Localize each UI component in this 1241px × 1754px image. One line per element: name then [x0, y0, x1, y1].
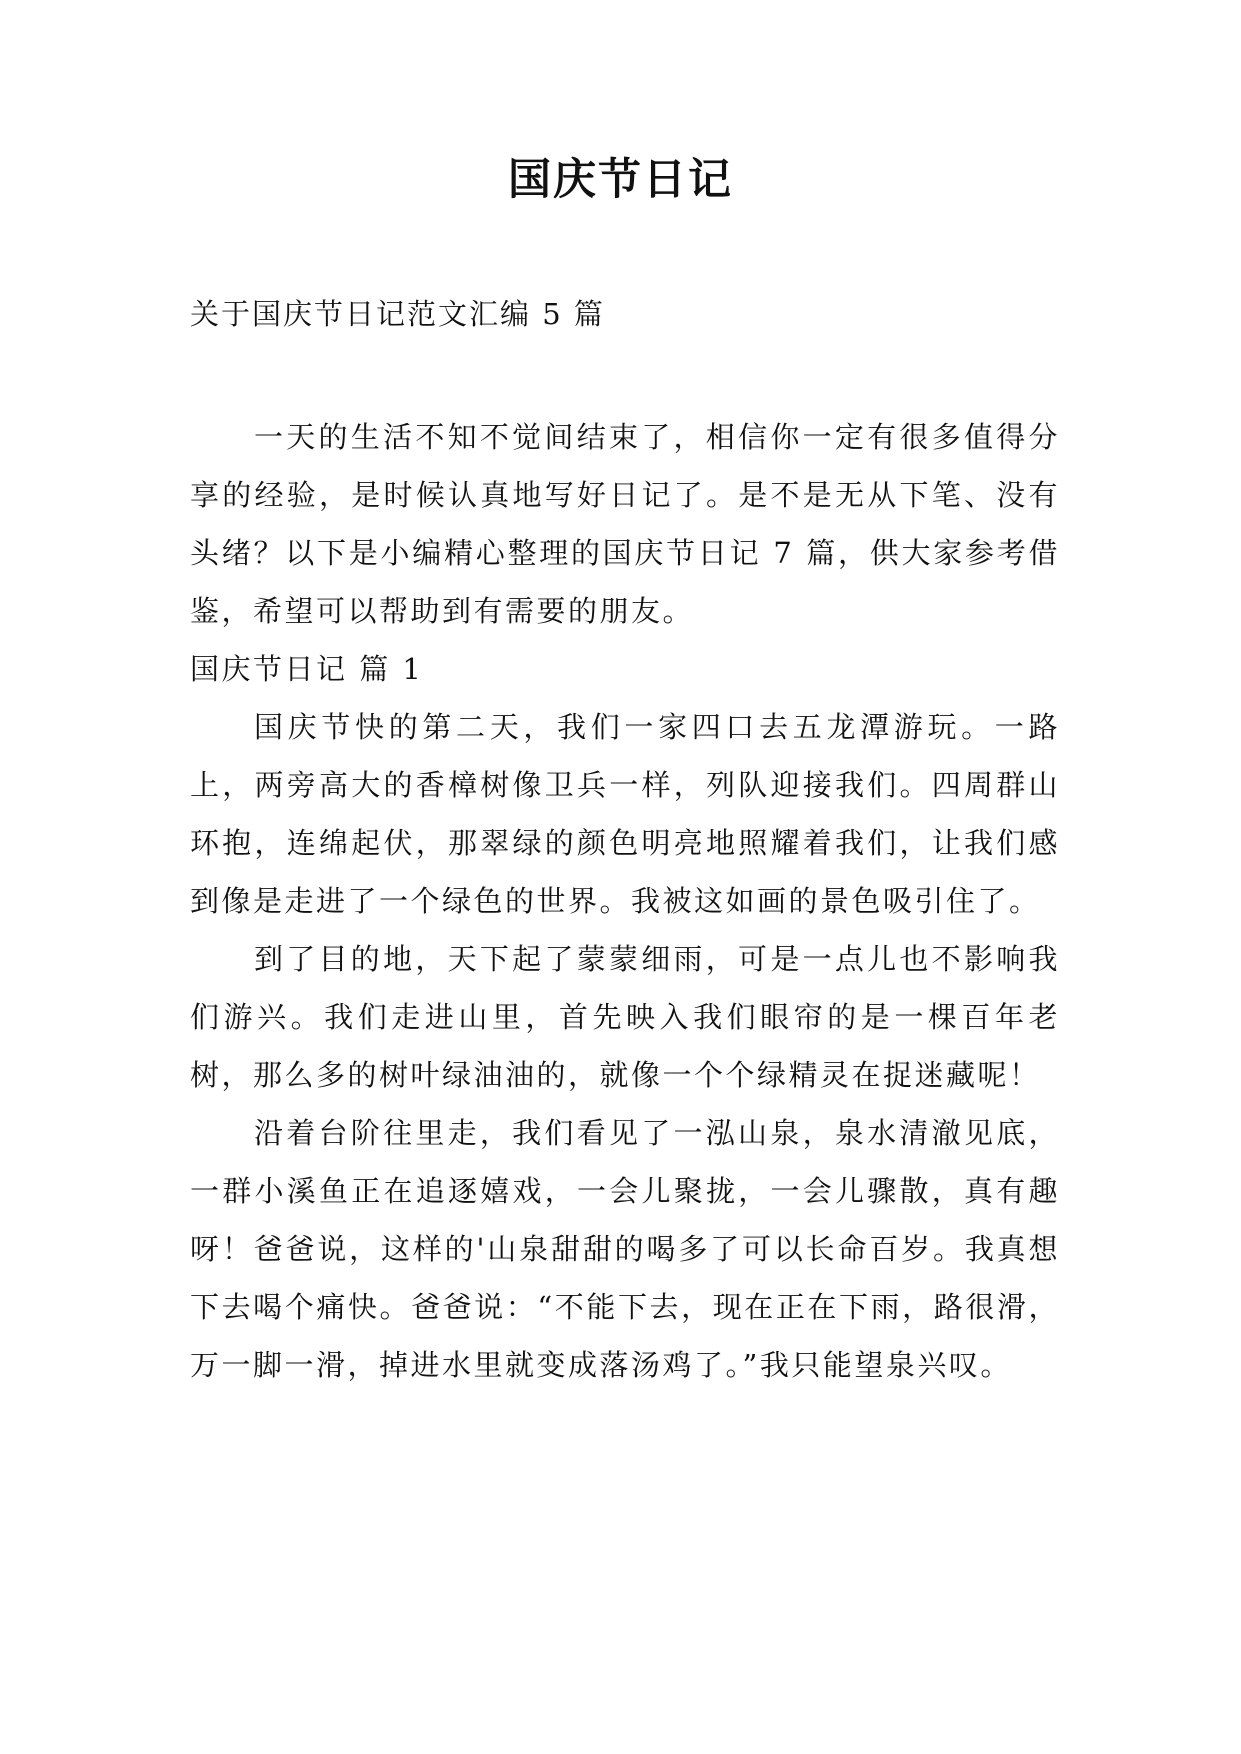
document-subtitle: 关于国庆节日记范文汇编 5 篇	[190, 297, 605, 331]
document-body	[190, 408, 1060, 1394]
document-title: 国庆节日记	[508, 155, 733, 205]
body-paragraph: 沿着台阶往里走，我们看见了一泓山泉，泉水清澈见底，一群小溪鱼正在追逐嬉戏，一会儿聚拢，一会儿骤散，真有趣呀！爸爸说，这样的'山泉甜甜的喝多了可以长命百岁。我真想下去喝个痛快。爸爸说：“不能下去，现在正在下雨，路很滑，万一脚一滑，掉进水里就变成落汤鸡了。”我只能望泉兴叹。	[190, 1116, 1060, 1382]
body-paragraph: 到了目的地，天下起了蒙蒙细雨，可是一点儿也不影响我们游兴。我们走进山里，首先映入我们眼帘的是一棵百年老树，那么多的树叶绿油油的，就像一个个绿精灵在捉迷藏呢！	[190, 942, 1060, 1092]
body-paragraph: 国庆节快的第二天，我们一家四口去五龙潭游玩。一路上，两旁高大的香樟树像卫兵一样，列队迎接我们。四周群山环抱，连绵起伏，那翠绿的颜色明亮地照耀着我们，让我们感到像是走进了一个绿色的世界。我被这如画的景色吸引住了。	[190, 710, 1060, 918]
intro-paragraph: 一天的生活不知不觉间结束了，相信你一定有很多值得分享的经验，是时候认真地写好日记了。是不是无从下笔、没有头绪？以下是小编精心整理的国庆节日记 7 篇，供大家参考借鉴，希望可以帮助到有需要的朋友。	[190, 420, 1060, 628]
section-heading: 国庆节日记 篇 1	[190, 652, 424, 686]
